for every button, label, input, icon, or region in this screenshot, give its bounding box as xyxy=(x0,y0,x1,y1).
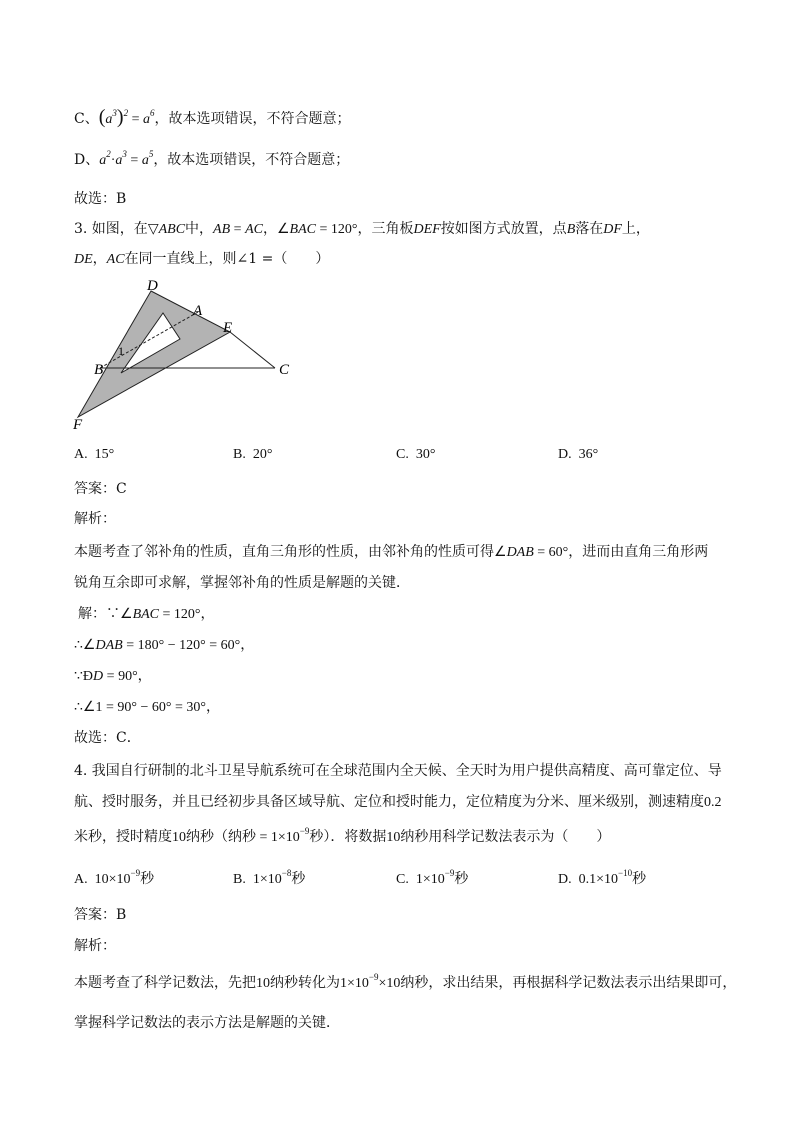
q4-analysis-line-1 xyxy=(74,972,736,992)
q3-stem-text: ，三角板 xyxy=(357,221,414,237)
triangle-figure xyxy=(60,276,310,436)
q3-option-b[interactable] xyxy=(233,447,272,463)
triangle-def: DEF xyxy=(413,222,441,237)
solution-text: ， xyxy=(205,699,220,715)
q3-stem-text: 在同一直线上，则∠1 =（ ） xyxy=(124,251,330,267)
q3-analysis-label: 解析： xyxy=(74,511,116,527)
q4-analysis-line-2: 掌握科学记数法的表示方法是解题的关键． xyxy=(74,1015,340,1031)
analysis-text: 本题考查了邻补角的性质，直角三角形的性质，由邻补角的性质可得 xyxy=(74,544,494,560)
option-unit: 秒 xyxy=(291,872,306,887)
option-value: 1×10 xyxy=(252,872,282,887)
option-letter: D. xyxy=(558,872,572,887)
eq-ab-ac: AB = AC xyxy=(213,222,263,237)
q3-option-d[interactable] xyxy=(558,447,598,463)
option-exponent: −9 xyxy=(444,868,455,878)
angle-bac: ∠BAC = 120° xyxy=(276,222,358,237)
solution-text: ， xyxy=(200,606,215,622)
option-unit: 秒 xyxy=(140,872,155,887)
analysis-text: 本题考查了科学记数法，先把 xyxy=(74,975,256,991)
option-letter: C. xyxy=(396,447,409,462)
q3-option-a[interactable] xyxy=(74,447,114,463)
label-angle-1: 1 xyxy=(118,344,124,358)
q4-answer: 答案：B xyxy=(74,907,127,923)
q4-option-b[interactable] xyxy=(233,868,305,888)
q4-option-c[interactable] xyxy=(396,868,468,888)
q3-stem-text: 落在 xyxy=(575,221,604,237)
angle-d-90: ÐD = 90° xyxy=(82,669,138,684)
q3-stem-text: 按如图方式放置，点 xyxy=(440,221,567,237)
value-10: 10 xyxy=(256,976,270,991)
q4-stem-text: 纳秒（纳秒 xyxy=(186,829,256,845)
segment-de: DE xyxy=(74,252,93,267)
segment-ec-line xyxy=(230,332,275,368)
triangle-abc: ▽ABC xyxy=(147,222,186,237)
q3-option-c[interactable] xyxy=(396,447,435,463)
solution-text: ∵ xyxy=(74,668,83,684)
formula-c: $(a^3)^2 = a^6$ xyxy=(98,106,155,128)
option-value: 30° xyxy=(415,447,436,462)
q4-stem-line-2 xyxy=(74,791,722,811)
q3-answer: 答案：C xyxy=(74,481,127,497)
q3-stem-line-1 xyxy=(74,218,650,238)
label-b: B xyxy=(94,362,104,378)
angle-dab-60: ∠DAB = 60° xyxy=(494,545,569,560)
q3-stem-line-2 xyxy=(74,248,329,268)
q3-solution-line-2: ∴∠DAB = 180° − 120° = 60°， xyxy=(74,637,255,653)
q4-stem-text: 航、授时服务，并且已经初步具备区域导航、定位和授时能力，定位精度为分米、厘米级别，测速精度 xyxy=(74,794,704,810)
q4-stem-text: 米秒，授时精度 xyxy=(74,829,172,845)
option-d-explanation xyxy=(74,149,349,169)
q3-analysis-line-1 xyxy=(74,541,708,561)
q3-stem-text: 3. 如图，在 xyxy=(74,221,148,237)
q2-choice: 故选：B xyxy=(74,191,127,207)
option-c-explanation xyxy=(74,106,350,129)
value-10: 10 xyxy=(172,830,186,845)
solution-text: ， xyxy=(240,637,255,653)
option-exponent: −10 xyxy=(618,868,633,878)
option-c-prefix: C、 xyxy=(74,111,99,127)
segment-df: DF xyxy=(603,222,622,237)
q3-analysis-line-2: 锐角互余即可求解，掌握邻补角的性质是解题的关键． xyxy=(74,575,410,591)
q4-stem-line-3 xyxy=(74,826,610,846)
angle-dab-calc: ∠DAB = 180° − 120° = 60° xyxy=(82,638,241,653)
option-letter: A. xyxy=(74,872,88,887)
segment-ac: AC xyxy=(106,252,125,267)
option-letter: C. xyxy=(396,872,409,887)
option-letter: B. xyxy=(233,447,246,462)
formula-d: $a^2\cdot a^3 = a^5$ xyxy=(99,149,154,168)
value-0-2: 0.2 xyxy=(704,795,722,810)
q4-stem-line-1: 4. 我国自行研制的北斗卫星导航系统可在全球范围内全天候、全天时为用户提供高精度、高可靠定位、导 xyxy=(74,763,722,779)
nanosecond-definition: = $1\times 10^{-9}$ xyxy=(256,826,310,845)
analysis-text: ，进而由直角三角形两 xyxy=(568,544,709,560)
option-value: 20° xyxy=(252,447,273,462)
q4-stem-text: 秒）．将数据 xyxy=(309,829,387,845)
option-value: 1×10 xyxy=(415,872,445,887)
q3-choice: 故选：C． xyxy=(74,730,141,746)
option-d-suffix: ，故本选项错误，不符合题意； xyxy=(153,152,350,168)
label-c: C xyxy=(279,362,290,378)
option-value: 15° xyxy=(94,447,115,462)
q4-stem-text: 纳秒用科学记数法表示为（ ） xyxy=(400,829,611,845)
option-c-suffix: ，故本选项错误，不符合题意； xyxy=(154,111,351,127)
conversion-formula: $1\times 10^{-9}\times 10$ xyxy=(340,972,401,991)
label-e: E xyxy=(223,320,233,336)
option-value: 36° xyxy=(578,447,599,462)
option-value: 10×10 xyxy=(94,872,131,887)
q3-stem-text: ， xyxy=(262,221,277,237)
option-d-prefix: D、 xyxy=(74,152,100,168)
option-letter: A. xyxy=(74,447,88,462)
set-square-shape xyxy=(78,291,233,417)
label-d: D xyxy=(147,278,158,294)
q3-solution-line-1 xyxy=(78,603,215,623)
q3-solution-line-3 xyxy=(74,665,152,685)
q4-option-d[interactable] xyxy=(558,868,646,888)
solution-text: ， xyxy=(137,668,152,684)
point-b: B xyxy=(566,222,576,237)
value-10: 10 xyxy=(386,830,401,845)
solution-text: 解：∵ xyxy=(78,606,120,622)
analysis-text: 纳秒转化为 xyxy=(270,975,340,991)
angle-1-calc: ∠1 = 90° − 60° = 30° xyxy=(82,700,206,715)
q3-stem-text: 中， xyxy=(185,221,214,237)
angle-bac-120: ∠BAC = 120° xyxy=(120,607,201,622)
analysis-text: 纳秒，求出结果，再根据科学记数法表示出结果即可， xyxy=(400,975,737,991)
option-exponent: −9 xyxy=(130,868,141,878)
q4-option-a[interactable] xyxy=(74,868,154,888)
option-letter: B. xyxy=(233,872,246,887)
q3-solution-line-4: ∴∠1 = 90° − 60° = 30°， xyxy=(74,699,220,715)
option-unit: 秒 xyxy=(632,872,647,887)
option-letter: D. xyxy=(558,447,572,462)
option-value: 0.1×10 xyxy=(578,872,619,887)
option-unit: 秒 xyxy=(454,872,469,887)
q4-analysis-label: 解析： xyxy=(74,938,116,954)
label-f: F xyxy=(73,417,83,433)
q3-stem-text: ， xyxy=(92,251,107,267)
option-exponent: −8 xyxy=(281,868,292,878)
q3-stem-text: 上， xyxy=(621,221,650,237)
label-a: A xyxy=(193,303,203,319)
